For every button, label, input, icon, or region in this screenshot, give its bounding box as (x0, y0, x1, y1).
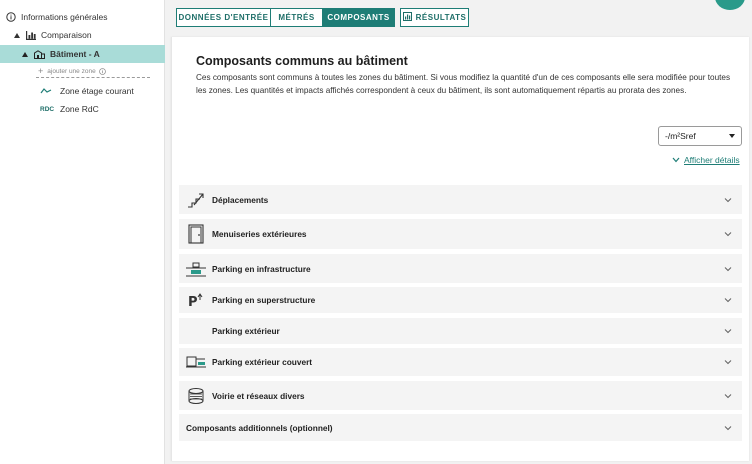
stairs-icon (186, 190, 206, 210)
sidebar-item-label: Informations générales (21, 12, 108, 22)
section-parking-exterieur[interactable] (179, 318, 742, 344)
building-icon (34, 50, 45, 59)
section-parking-infrastructure[interactable] (179, 254, 742, 283)
section-label: Parking extérieur (212, 326, 280, 336)
divider (36, 77, 150, 78)
svg-text:P: P (188, 295, 198, 309)
unit-select[interactable] (658, 126, 742, 146)
expand-triangle-icon[interactable] (22, 52, 28, 57)
rdc-badge: RDC (40, 105, 55, 113)
sidebar-item-label: Bâtiment - A (50, 49, 100, 59)
blank-icon (186, 321, 206, 341)
expand-triangle-icon[interactable] (14, 33, 20, 38)
show-details-label: Afficher détails (684, 155, 740, 165)
sidebar-item-zone-etage[interactable] (40, 86, 134, 96)
tab-label: DONNÉES D'ENTRÉE (178, 13, 269, 22)
unit-select-value: -/m²Sref (665, 131, 696, 141)
sidebar-item-building-a[interactable] (0, 45, 165, 63)
chevron-down-icon (724, 327, 732, 335)
section-composants-additionnels[interactable] (179, 414, 742, 441)
underground-parking-icon (186, 259, 206, 279)
sidebar-item-zone-rdc[interactable] (40, 104, 99, 114)
plus-icon: + (38, 66, 44, 76)
page-title: Composants communs au bâtiment (196, 54, 408, 68)
components-card (171, 37, 749, 461)
section-label: Parking extérieur couvert (212, 357, 313, 367)
sidebar-item-label: Comparaison (41, 30, 92, 40)
door-icon (186, 224, 206, 244)
chevron-down-icon (724, 230, 732, 238)
section-parking-exterieur-couvert[interactable] (179, 348, 742, 376)
section-label: Parking en superstructure (212, 295, 316, 305)
section-label: Parking en infrastructure (212, 263, 311, 274)
caret-down-icon (729, 134, 735, 138)
show-details-link[interactable] (672, 155, 740, 165)
section-parking-superstructure[interactable] (179, 287, 742, 313)
sidebar-item-general-info[interactable] (6, 12, 107, 22)
tab-label: COMPOSANTS (327, 13, 390, 22)
tab-label: RÉSULTATS (415, 13, 467, 22)
bar-chart-icon (26, 31, 36, 40)
sidebar-item-comparison[interactable] (14, 30, 92, 40)
page-description: Ces composants sont communs à toutes les zones du bâtiment. Si vous modifiez la quantité d'un de ces composants elle sera modifiée pour toutes les zones. Les quantités et impacts affichés correspondent à ceux du bâtiment, ils sont automatiquement répartis au prorata des zones. (196, 73, 731, 95)
chevron-down-icon (724, 358, 732, 366)
cable-reel-icon (186, 386, 206, 406)
user-avatar[interactable] (715, 0, 745, 10)
sidebar-item-label: Zone RdC (60, 104, 99, 114)
chart-box-icon (403, 12, 412, 23)
zone-wave-icon (40, 87, 54, 95)
add-zone-label: ajouter une zone (47, 67, 96, 75)
info-icon (6, 12, 16, 22)
chevron-down-icon (724, 196, 732, 204)
info-icon (99, 68, 106, 75)
chevron-down-icon (672, 155, 680, 165)
sidebar (0, 0, 165, 464)
covered-parking-icon (186, 352, 206, 372)
section-voirie-reseaux[interactable] (179, 381, 742, 410)
parking-p-icon (186, 290, 206, 310)
section-label: Menuiseries extérieures (212, 229, 307, 239)
tab-donnees-entree[interactable] (176, 8, 271, 27)
section-menuiseries[interactable] (179, 219, 742, 249)
tab-composants[interactable] (322, 8, 395, 27)
section-label: Composants additionnels (optionnel) (186, 422, 333, 433)
tab-label: MÉTRÉS (278, 13, 315, 22)
sidebar-item-label: Zone étage courant (60, 86, 134, 96)
section-label: Voirie et réseaux divers (212, 390, 305, 401)
section-deplacements[interactable] (179, 185, 742, 214)
tab-metres[interactable] (270, 8, 323, 27)
chevron-down-icon (724, 392, 732, 400)
chevron-down-icon (724, 265, 732, 273)
chevron-down-icon (724, 296, 732, 304)
section-label: Déplacements (212, 194, 269, 205)
add-zone-button[interactable] (38, 66, 106, 76)
tab-resultats[interactable] (400, 8, 469, 27)
chevron-down-icon (724, 424, 732, 432)
